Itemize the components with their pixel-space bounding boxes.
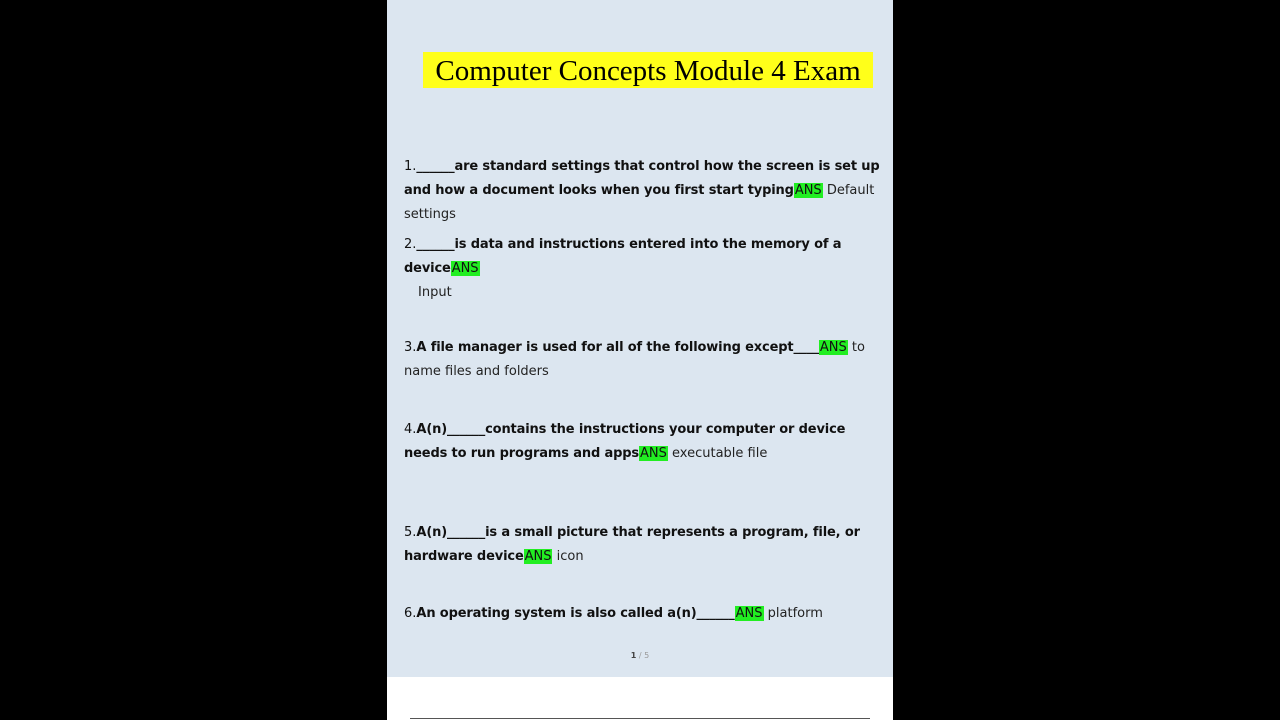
question-text: An operating system is also called a(n)______ — [416, 606, 735, 621]
ans-label: ANS — [524, 549, 552, 564]
page-indicator — [387, 651, 893, 660]
question-text: ______are standard settings that control how the screen is set up and how a document looks when you first start typing — [404, 159, 880, 198]
total-pages: / 5 — [638, 651, 650, 660]
ans-label: ANS — [819, 340, 847, 355]
answer-text: Default settings — [404, 183, 875, 222]
question-number: 1. — [404, 159, 417, 174]
question-number: 3. — [404, 340, 417, 355]
question-number: 5. — [404, 525, 417, 540]
current-page: 1 — [630, 651, 637, 660]
question-number: 6. — [404, 606, 417, 621]
question-text: ______is data and instructions entered into the memory of a device — [404, 237, 842, 276]
question-number: 4. — [404, 422, 417, 437]
question-3 — [404, 336, 884, 384]
question-2 — [404, 233, 884, 305]
question-text: A(n)______is a small picture that represents a program, file, or hardware device — [404, 525, 860, 564]
question-text: A(n)______contains the instructions your computer or device needs to run programs and apps — [404, 422, 846, 461]
question-6 — [404, 602, 884, 626]
answer-text: executable file — [672, 446, 768, 461]
ans-label: ANS — [794, 183, 822, 198]
question-1 — [404, 155, 884, 227]
question-4 — [404, 418, 884, 466]
question-text: A file manager is used for all of the following except____ — [416, 340, 819, 355]
answer-text: icon — [556, 549, 584, 564]
answer-text: to name files and folders — [404, 340, 865, 379]
ans-label: ANS — [640, 446, 667, 461]
question-5 — [404, 521, 884, 569]
divider — [410, 718, 870, 719]
ans-label: ANS — [451, 261, 479, 276]
document-title: Computer Concepts Module 4 Exam — [423, 52, 873, 88]
answer-text: Input — [418, 285, 452, 300]
answer-text: platform — [767, 606, 823, 621]
next-page-preview — [387, 677, 893, 720]
question-number: 2. — [404, 237, 417, 252]
ans-label: ANS — [735, 606, 763, 621]
